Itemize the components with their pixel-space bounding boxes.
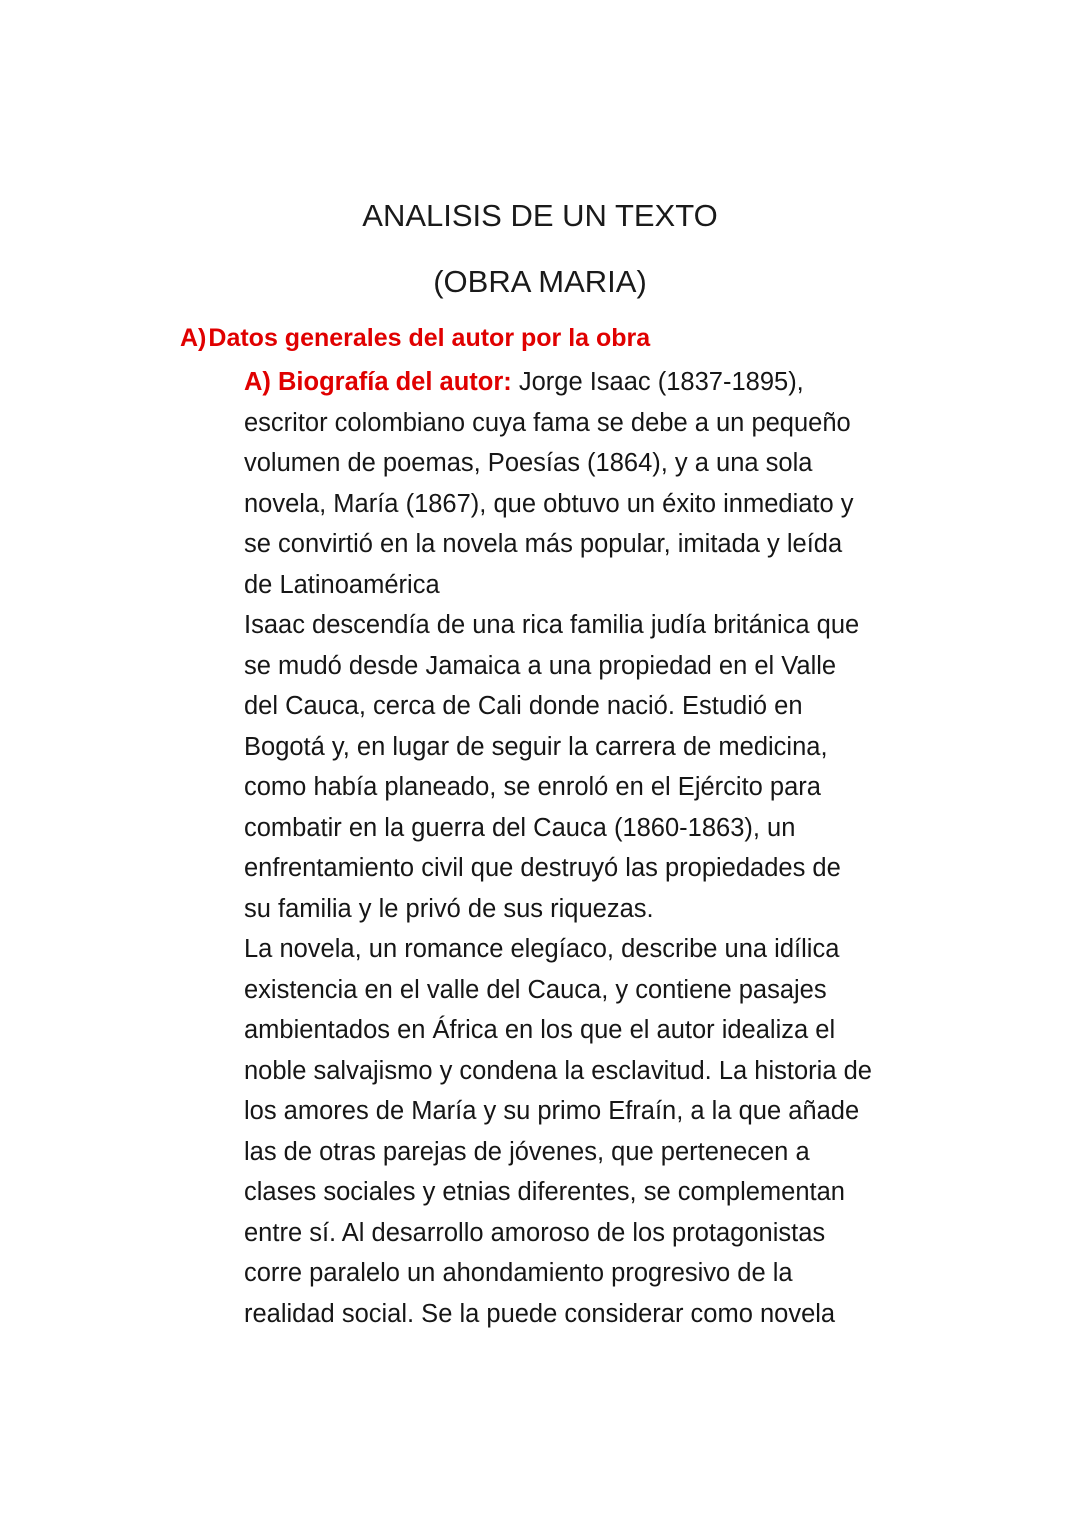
body-line: Bogotá y, en lugar de seguir la carrera de medicina, bbox=[244, 732, 828, 761]
biography-paragraph bbox=[244, 362, 944, 1334]
body-line: realidad social. Se la puede considerar como novela bbox=[244, 1299, 836, 1328]
body-line: se convirtió en la novela más popular, imitada y leída bbox=[244, 530, 843, 558]
section-heading-text: Datos generales del autor por la obra bbox=[208, 324, 651, 352]
section-heading bbox=[180, 324, 650, 353]
body-line: su familia y le privó de sus riquezas. bbox=[244, 894, 654, 923]
document-subtitle: (OBRA MARIA) bbox=[433, 264, 647, 299]
body-line: ambientados en África en los que el autor idealiza el bbox=[244, 1016, 836, 1044]
body-line: volumen de poemas, Poesías (1864), y a una sola bbox=[244, 449, 813, 477]
body-line: combatir en la guerra del Cauca (1860-1863), un bbox=[244, 813, 796, 842]
subsection-first-text: Jorge Isaac (1837-1895), bbox=[511, 368, 804, 396]
document-title: ANALISIS DE UN TEXTO bbox=[362, 198, 718, 233]
body-line: entre sí. Al desarrollo amoroso de los protagonistas bbox=[244, 1218, 826, 1247]
body-line: enfrentamiento civil que destruyó las propiedades de bbox=[244, 854, 841, 882]
section-marker: A) bbox=[180, 324, 207, 352]
body-line: Isaac descendía de una rica familia judía británica que bbox=[244, 611, 860, 639]
body-line: corre paralelo un ahondamiento progresivo de la bbox=[244, 1259, 793, 1287]
body-line: escritor colombiano cuya fama se debe a un pequeño bbox=[244, 408, 851, 437]
body-line: como había planeado, se enroló en el Ejército para bbox=[244, 773, 821, 801]
body-line: de Latinoamérica bbox=[244, 570, 440, 599]
body-line: novela, María (1867), que obtuvo un éxito inmediato y bbox=[244, 489, 854, 518]
body-line: los amores de María y su primo Efraín, a la que añade bbox=[244, 1097, 860, 1125]
body-line: clases sociales y etnias diferentes, se complementan bbox=[244, 1178, 845, 1206]
body-line: las de otras parejas de jóvenes, que pertenecen a bbox=[244, 1137, 810, 1166]
body-line-first bbox=[244, 362, 944, 403]
body-line: del Cauca, cerca de Cali donde nació. Estudió en bbox=[244, 692, 803, 720]
subsection-heading: A) Biografía del autor: bbox=[244, 368, 512, 396]
body-line: noble salvajismo y condena la esclavitud. La historia de bbox=[244, 1056, 872, 1085]
body-line: existencia en el valle del Cauca, y contiene pasajes bbox=[244, 975, 827, 1004]
body-line: se mudó desde Jamaica a una propiedad en el Valle bbox=[244, 651, 837, 680]
body-line: La novela, un romance elegíaco, describe una idílica bbox=[244, 935, 840, 963]
